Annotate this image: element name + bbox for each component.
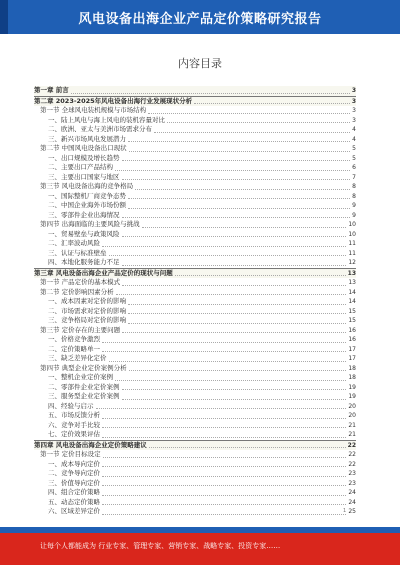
toc-entry-label: 第一节 全球风电装机规模与市场结构	[40, 106, 147, 114]
toc-entry[interactable]	[34, 488, 356, 498]
toc-entry-label: 六、竞争对手比较	[48, 420, 100, 429]
toc-entry-page: 3	[352, 116, 356, 124]
toc-entry[interactable]	[34, 479, 356, 489]
toc-entry-label: 六、区域差异定价	[48, 507, 100, 515]
toc-leader-dots	[154, 127, 350, 133]
toc-entry-label: 一、成本导向定价	[48, 459, 100, 468]
toc-entry-label: 第一节 定价目标设定	[40, 450, 101, 458]
toc-entry-label: 三、认证与标准壁垒	[48, 248, 107, 257]
toc-entry-label: 五、市场反馈分析	[48, 411, 100, 419]
toc-entry-label: 三、主要出口国家与地区	[48, 172, 120, 181]
toc-entry-page: 22	[347, 441, 356, 449]
toc-entry[interactable]	[34, 173, 356, 183]
toc-entry-page: 3	[351, 97, 356, 105]
toc-leader-dots	[128, 299, 346, 305]
toc-entry-label: 二、零部件企业定价案例	[48, 382, 120, 391]
toc-entry-page: 9	[352, 202, 356, 209]
toc-entry-label: 三、缺乏差异化定价	[48, 354, 107, 362]
toc-entry-label: 四、经验与启示	[48, 401, 94, 410]
toc-entry[interactable]	[34, 125, 356, 135]
toc-entry[interactable]	[34, 135, 356, 145]
toc-entry-label: 第二节 定价影响因素分析	[40, 287, 114, 296]
toc-leader-dots	[122, 280, 346, 286]
toc-entry-label: 第一节 产品定价的基本模式	[40, 278, 121, 286]
toc-leader-dots	[102, 413, 346, 419]
toc-leader-dots	[128, 203, 350, 209]
toc-entry[interactable]	[34, 335, 356, 345]
toc-leader-dots	[115, 165, 350, 171]
toc-entry[interactable]	[34, 211, 356, 221]
toc-leader-dots	[102, 337, 346, 343]
toc-entry-page: 18	[348, 374, 356, 381]
header-stripe	[0, 0, 8, 34]
footer-banner	[0, 527, 400, 565]
toc-leader-dots	[96, 403, 347, 409]
toc-entry[interactable]	[34, 268, 356, 279]
report-header	[0, 0, 400, 34]
toc-entry-page: 14	[348, 298, 356, 305]
toc-entry-page: 14	[348, 288, 356, 296]
toc-leader-dots	[167, 117, 350, 123]
toc-leader-dots	[102, 422, 346, 428]
toc-leader-dots	[116, 289, 347, 295]
toc-leader-dots	[102, 241, 346, 247]
toc-leader-dots	[149, 442, 346, 448]
toc-entry[interactable]	[34, 307, 356, 317]
toc-entry[interactable]	[34, 411, 356, 421]
toc-leader-dots	[109, 250, 347, 256]
toc-entry-page: 19	[348, 393, 356, 400]
toc-entry-label: 一、贸易壁垒与政策风险	[48, 229, 120, 238]
toc-leader-dots	[115, 375, 346, 381]
toc-entry-page: 4	[352, 126, 356, 133]
toc-leader-dots	[122, 174, 351, 180]
toc-leader-dots	[129, 365, 347, 371]
toc-entry[interactable]	[34, 373, 356, 383]
toc-entry-page: 20	[348, 412, 356, 419]
toc-leader-dots	[148, 108, 350, 114]
toc-entry-label: 第三节 风电设备出海的竞争格局	[40, 182, 134, 190]
toc-leader-dots	[194, 98, 350, 104]
toc-entry-label: 第三节 定价存在的主要问题	[40, 325, 121, 334]
toc-entry-label: 二、主要出口产品结构	[48, 163, 113, 171]
toc-leader-dots	[128, 136, 350, 142]
toc-entry-label: 一、陆上风电与海上风电的装机容量对比	[48, 115, 165, 124]
toc-leader-dots	[142, 222, 347, 228]
toc-entry[interactable]	[34, 354, 356, 364]
toc-entry-page: 8	[352, 183, 356, 190]
toc-entry-label: 四、组合定价策略	[48, 488, 100, 496]
toc-entry[interactable]	[34, 402, 356, 412]
toc-entry-page: 25	[348, 508, 356, 515]
toc-leader-dots	[102, 490, 346, 496]
toc-entry-label: 一、整机企业定价案例	[48, 373, 113, 381]
toc-entry-label: 四、本地化服务能力不足	[48, 258, 120, 266]
toc-entry[interactable]	[34, 364, 356, 374]
toc-leader-dots	[128, 193, 350, 199]
toc-entry-label: 二、市场需求对定价的影响	[48, 306, 126, 315]
footer-blue-bar	[0, 527, 400, 533]
toc-entry-label: 三、新兴市场风电发展潜力	[48, 134, 126, 143]
toc-entry-label: 二、中国企业海外市场份额	[48, 201, 126, 209]
page-number: 1	[343, 508, 347, 514]
toc-entry-label: 七、定价效果评估	[48, 430, 100, 438]
toc-entry-page: 17	[348, 355, 356, 362]
toc-entry[interactable]	[34, 316, 356, 326]
toc-entry-page: 10	[348, 221, 356, 228]
toc-leader-dots	[128, 318, 346, 324]
toc-leader-dots	[122, 212, 351, 218]
toc-leader-dots	[122, 231, 347, 237]
toc-entry[interactable]	[34, 116, 356, 126]
toc-entry-label: 三、服务型企业定价案例	[48, 392, 120, 400]
toc-entry-label: 一、价格竞争激烈	[48, 335, 100, 343]
toc-leader-dots	[102, 509, 346, 515]
toc-entry-page: 12	[348, 259, 356, 266]
toc-entry[interactable]	[34, 326, 356, 336]
toc-leader-dots	[135, 184, 350, 190]
toc-entry-page: 23	[348, 479, 356, 487]
toc-entry-page: 20	[348, 402, 356, 410]
toc-entry-label: 第四章 风电设备出海企业定价策略建议	[34, 440, 147, 449]
table-of-contents	[34, 86, 356, 517]
toc-entry-page: 10	[348, 230, 356, 238]
toc-leader-dots	[122, 155, 351, 161]
toc-leader-dots	[122, 394, 347, 400]
toc-entry-label: 二、竞争导向定价	[48, 469, 100, 477]
toc-entry-page: 21	[348, 421, 356, 429]
toc-leader-dots	[102, 499, 346, 505]
toc-entry-page: 11	[348, 240, 356, 247]
toc-entry-page: 24	[348, 498, 356, 506]
toc-entry[interactable]	[34, 192, 356, 202]
toc-entry-page: 15	[348, 307, 356, 315]
toc-entry[interactable]	[34, 154, 356, 164]
toc-entry-page: 3	[352, 107, 356, 114]
toc-entry[interactable]	[34, 106, 356, 116]
toc-entry-label: 五、动态定价策略	[48, 497, 100, 506]
toc-entry-page: 17	[348, 345, 356, 353]
toc-entry-page: 21	[348, 431, 356, 438]
toc-leader-dots	[175, 270, 346, 276]
toc-entry-page: 9	[352, 211, 356, 219]
toc-leader-dots	[129, 146, 351, 152]
toc-entry[interactable]	[34, 440, 356, 451]
toc-leader-dots	[122, 384, 347, 390]
toc-entry[interactable]	[34, 430, 356, 440]
toc-entry-page: 6	[352, 164, 356, 171]
toc-entry[interactable]	[34, 450, 356, 460]
toc-entry[interactable]	[34, 239, 356, 249]
toc-entry[interactable]	[34, 96, 356, 107]
toc-entry-label: 第四节 出海面临的主要风险与挑战	[40, 220, 140, 228]
toc-entry-label: 二、定价策略单一	[48, 344, 100, 353]
toc-entry[interactable]	[34, 297, 356, 307]
toc-entry-page: 23	[348, 470, 356, 477]
toc-entry-label: 三、价值导向定价	[48, 478, 100, 487]
toc-entry-page: 13	[348, 279, 356, 286]
toc-entry[interactable]	[34, 220, 356, 230]
toc-entry-label: 第二节 中国风电设备出口现状	[40, 144, 127, 152]
toc-entry-label: 第四节 典型企业定价案例分析	[40, 363, 127, 372]
toc-entry[interactable]	[34, 182, 356, 192]
toc-entry-label: 一、出口规模及增长趋势	[48, 153, 120, 162]
toc-entry[interactable]	[34, 498, 356, 508]
toc-entry[interactable]	[34, 249, 356, 259]
toc-entry[interactable]	[34, 163, 356, 173]
toc-entry-page: 15	[348, 317, 356, 324]
toc-leader-dots	[102, 432, 346, 438]
toc-entry-label: 二、汇率波动风险	[48, 239, 100, 247]
toc-entry-page: 11	[348, 249, 356, 257]
toc-entry[interactable]	[34, 201, 356, 211]
toc-entry[interactable]	[34, 288, 356, 298]
toc-leader-dots	[102, 471, 346, 477]
toc-entry-label: 一、国际整机厂商竞争态势	[48, 191, 126, 200]
toc-entry-page: 19	[348, 383, 356, 391]
toc-entry[interactable]	[34, 258, 356, 268]
toc-entry[interactable]	[34, 345, 356, 355]
toc-entry-label: 第三章 风电设备出海企业产品定价的现状与问题	[34, 268, 173, 277]
toc-entry-page: 13	[347, 269, 356, 277]
toc-entry[interactable]	[34, 144, 356, 154]
toc-entry-page: 16	[348, 336, 356, 343]
toc-entry[interactable]	[34, 230, 356, 240]
toc-entry-label: 一、成本因素对定价的影响	[48, 297, 126, 305]
toc-entry[interactable]	[34, 86, 356, 96]
toc-leader-dots	[122, 260, 347, 266]
toc-entry-label: 第二章 2023-2025年风电设备出海行业发展现状分析	[34, 96, 193, 105]
toc-entry-page: 5	[352, 154, 356, 162]
toc-entry-page: 18	[348, 364, 356, 372]
toc-leader-dots	[71, 88, 350, 94]
toc-entry-label: 第一章 前言	[34, 86, 69, 94]
footer-slogan: 让每个人都能成为 行业专家、管理专家、营销专家、战略专家、投资专家……	[40, 542, 281, 550]
toc-leader-dots	[102, 480, 346, 486]
toc-entry[interactable]	[34, 421, 356, 431]
toc-heading: 内容目录	[178, 57, 222, 70]
toc-entry[interactable]	[34, 460, 356, 470]
toc-leader-dots	[109, 356, 347, 362]
toc-entry-page: 22	[348, 460, 356, 468]
toc-entry[interactable]	[34, 507, 356, 517]
toc-entry[interactable]	[34, 383, 356, 393]
toc-entry-page: 5	[352, 145, 356, 152]
toc-leader-dots	[128, 308, 346, 314]
toc-entry-page: 22	[348, 451, 356, 458]
toc-leader-dots	[102, 346, 346, 352]
toc-entry[interactable]	[34, 392, 356, 402]
toc-entry[interactable]	[34, 278, 356, 288]
toc-leader-dots	[122, 327, 346, 333]
toc-entry-page: 8	[352, 192, 356, 200]
toc-entry-page: 24	[348, 489, 356, 496]
toc-entry-label: 三、竞争格局对定价的影响	[48, 316, 126, 324]
toc-leader-dots	[103, 452, 347, 458]
report-title: 风电设备出海企业产品定价策略研究报告	[78, 11, 322, 27]
toc-entry-label: 三、零部件企业出海情况	[48, 210, 120, 219]
toc-leader-dots	[102, 461, 346, 467]
toc-entry[interactable]	[34, 469, 356, 479]
toc-entry-page: 7	[352, 173, 356, 181]
toc-entry-label: 二、欧洲、亚太与美洲市场需求分布	[48, 125, 152, 133]
toc-entry-page: 16	[348, 326, 356, 334]
toc-entry-page: 4	[352, 135, 356, 143]
toc-entry-page: 3	[351, 87, 356, 94]
